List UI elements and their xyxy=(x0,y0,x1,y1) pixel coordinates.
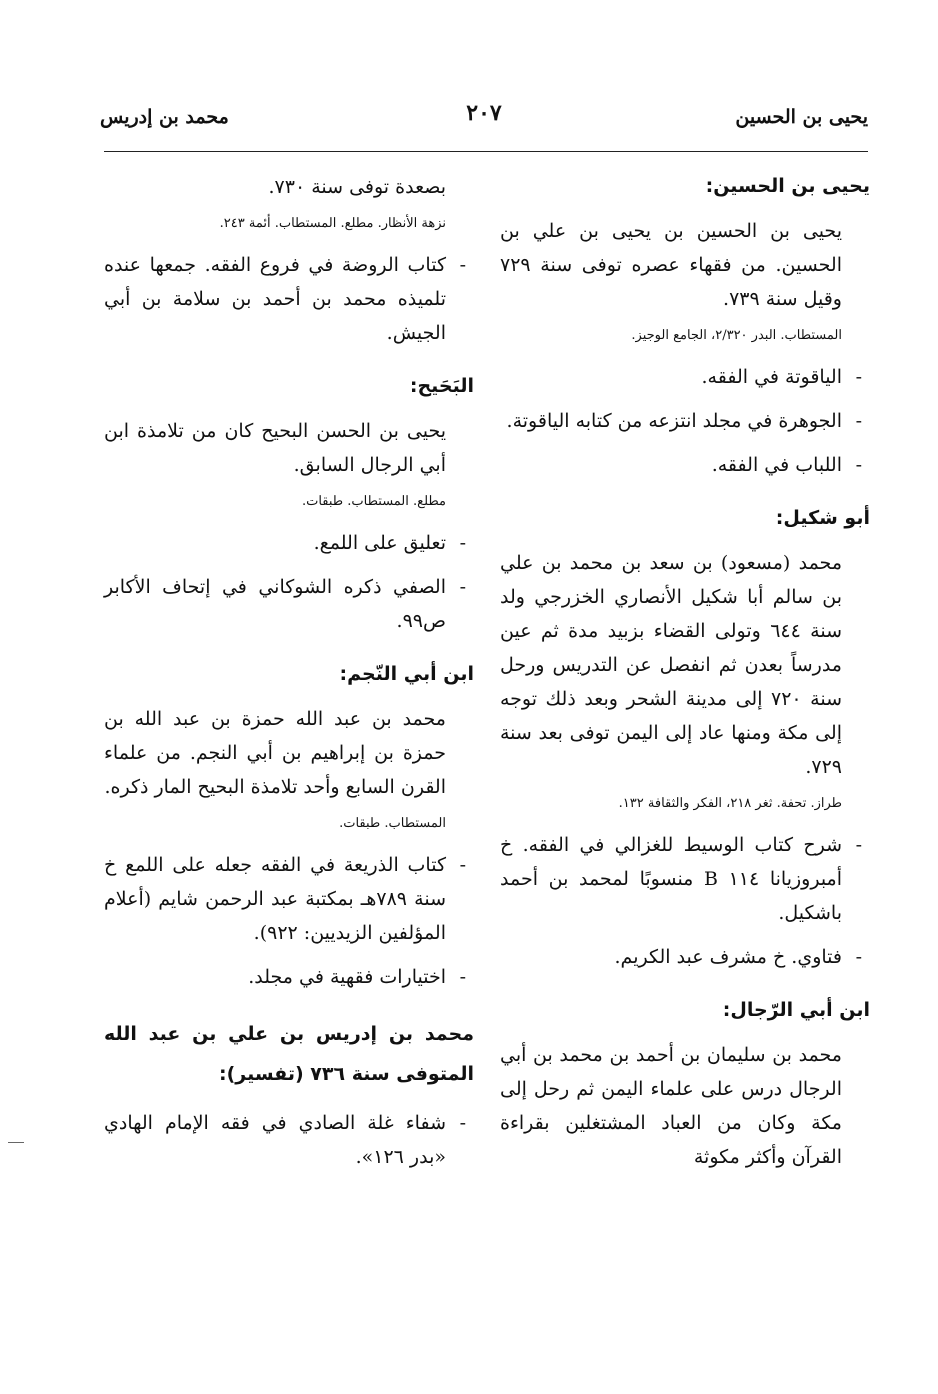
entry-title: ابن أبي الرّجال: xyxy=(722,999,870,1021)
page-header xyxy=(100,100,868,146)
left-column xyxy=(104,170,474,1194)
margin-mark xyxy=(8,1142,24,1143)
entry-title: أبو شكيل: xyxy=(775,507,870,529)
work-item-text: فتاوي. خ مشرف عبد الكريم. xyxy=(614,946,842,968)
entry-references: المستطاب. البدر ٢/٣٢٠، الجامع الوجيز. xyxy=(631,328,842,343)
entry-text: محمد بن سليمان بن أحمد بن محمد بن أبي الرجال درس على علماء اليمن ثم رحل إلى مكة وكان من العباد المشتغلين بقراءة القرآن وأكثر مكوثة xyxy=(500,1044,842,1168)
work-item-text: الصفي ذكره الشوكاني في إتحاف الأكابر ص٩٩. xyxy=(104,576,446,632)
entry-ibn-abi-al-najm xyxy=(104,658,474,994)
continuation-text: بصعدة توفى سنة ٧٣٠. xyxy=(268,176,446,198)
work-item-text: كتاب الذريعة في الفقه جعله على اللمع خ سنة ٧٨٩هـ بمكتبة عبد الرحمن شايم (أعلام المؤلفين الزيديين: ٩٢٢). xyxy=(104,854,446,944)
entry-ibn-abi-al-rijal xyxy=(500,994,870,1174)
work-item-text: الياقوتة في الفقه. xyxy=(701,366,842,388)
work-item: - اللباب في الفقه. xyxy=(711,454,862,476)
works-list xyxy=(500,360,870,482)
entry-text: يحيى بن الحسن البحيح كان من تلامذة ابن أبي الرجال السابق. xyxy=(104,420,446,476)
entry-muhammad-ibn-idris xyxy=(104,1014,474,1174)
entry-al-bahih xyxy=(104,370,474,638)
header-divider xyxy=(104,151,868,152)
entry-text: يحيى بن الحسين بن يحيى بن علي بن الحسين. من فقهاء عصره توفى سنة ٧٢٩ وقيل سنة ٧٣٩. xyxy=(500,220,842,310)
right-column xyxy=(500,170,870,1182)
work-item-text: شرح كتاب الوسيط للغزالي في الفقه. خ أمبروزيانا ١١٤ B منسوبًا لمحمد بن أحمد باشكيل. xyxy=(500,834,843,924)
work-item: - الصفي ذكره الشوكاني في إتحاف الأكابر ص٩٩. xyxy=(104,576,466,632)
work-item: - الياقوتة في الفقه. xyxy=(701,366,862,388)
work-item-text: اختيارات فقهية في مجلد. xyxy=(248,966,446,988)
work-item: - كتاب الروضة في فروع الفقه. جمعها عنده تلميذه محمد بن أحمد بن سلامة بن أبي الجيش. xyxy=(104,254,466,344)
work-item-text: شفاء غلة الصادي في فقه الإمام الهادي «بدر ١٢٦». xyxy=(104,1112,446,1168)
works-list xyxy=(104,526,474,638)
work-item: - فتاوي. خ مشرف عبد الكريم. xyxy=(614,946,862,968)
entry-references: طراز. تحفة. ثغر ٢١٨، الفكر والثقافة ١٣٢. xyxy=(618,796,842,811)
works-list xyxy=(104,848,474,994)
entry-text: محمد (مسعود) بن سعد بن محمد بن علي بن سالم أبا شكيل الأنصاري الخزرجي ولد سنة ٦٤٤ وتولى القضاء بزبيد مدة ثم عين مدرساً بعدن ثم انفصل عن التدريس ورحل سنة ٧٢٠ إلى مدينة الشحر وبعد ذلك توجه إلى مكة ومنها عاد إلى اليمن توفى بعد سنة ٧٢٩. xyxy=(500,552,842,778)
work-item-text: اللباب في الفقه. xyxy=(711,454,842,476)
page-number: ٢٠٧ xyxy=(466,100,502,126)
work-item-text: الجوهرة في مجلد انتزعه من كتابه الياقوتة. xyxy=(506,410,842,432)
entry-title: يحيى بن الحسين: xyxy=(705,175,870,197)
entry-title: محمد بن إدريس بن علي بن عبد الله المتوفى سنة ٧٣٦ (تفسير): xyxy=(104,1023,474,1085)
entry-references: المستطاب. طبقات. xyxy=(339,816,446,831)
entry-continuation xyxy=(104,170,474,350)
work-item: - كتاب الذريعة في الفقه جعله على اللمع خ سنة ٧٨٩هـ بمكتبة عبد الرحمن شايم (أعلام المؤلفين الزيديين: ٩٢٢). xyxy=(104,854,466,944)
work-item: - الجوهرة في مجلد انتزعه من كتابه الياقوتة. xyxy=(506,410,862,432)
works-list xyxy=(104,248,474,350)
work-item: - تعليق على اللمع. xyxy=(313,532,466,554)
works-list xyxy=(104,1106,474,1174)
entry-text: محمد بن عبد الله حمزة بن عبد الله بن حمزة بن إبراهيم بن أبي النجم. من علماء القرن السابع وأحد تلامذة البحيح المار ذكره. xyxy=(104,708,446,798)
works-list xyxy=(500,828,870,974)
entry-yahya-ibn-al-husayn xyxy=(500,170,870,482)
entry-title: البَحَيح: xyxy=(409,375,474,397)
work-item: - شرح كتاب الوسيط للغزالي في الفقه. خ أمبروزيانا ١١٤ B منسوبًا لمحمد بن أحمد باشكيل. xyxy=(500,834,862,924)
entry-references: مطلع. المستطاب. طبقات. xyxy=(301,494,446,509)
work-item-text: تعليق على اللمع. xyxy=(313,532,446,554)
running-header-left: محمد بن إدريس xyxy=(100,106,229,128)
entry-abu-shukayl xyxy=(500,502,870,974)
work-item: - اختيارات فقهية في مجلد. xyxy=(248,966,466,988)
running-header-right: يحيى بن الحسين xyxy=(735,106,868,128)
work-item: - شفاء غلة الصادي في فقه الإمام الهادي «بدر ١٢٦». xyxy=(104,1112,466,1168)
entry-title: ابن أبي النّجم: xyxy=(339,663,474,685)
entry-references: نزهة الأنظار. مطلع. المستطاب. أئمة ٢٤٣. xyxy=(219,216,446,231)
work-item-text: كتاب الروضة في فروع الفقه. جمعها عنده تلميذه محمد بن أحمد بن سلامة بن أبي الجيش. xyxy=(104,254,446,344)
